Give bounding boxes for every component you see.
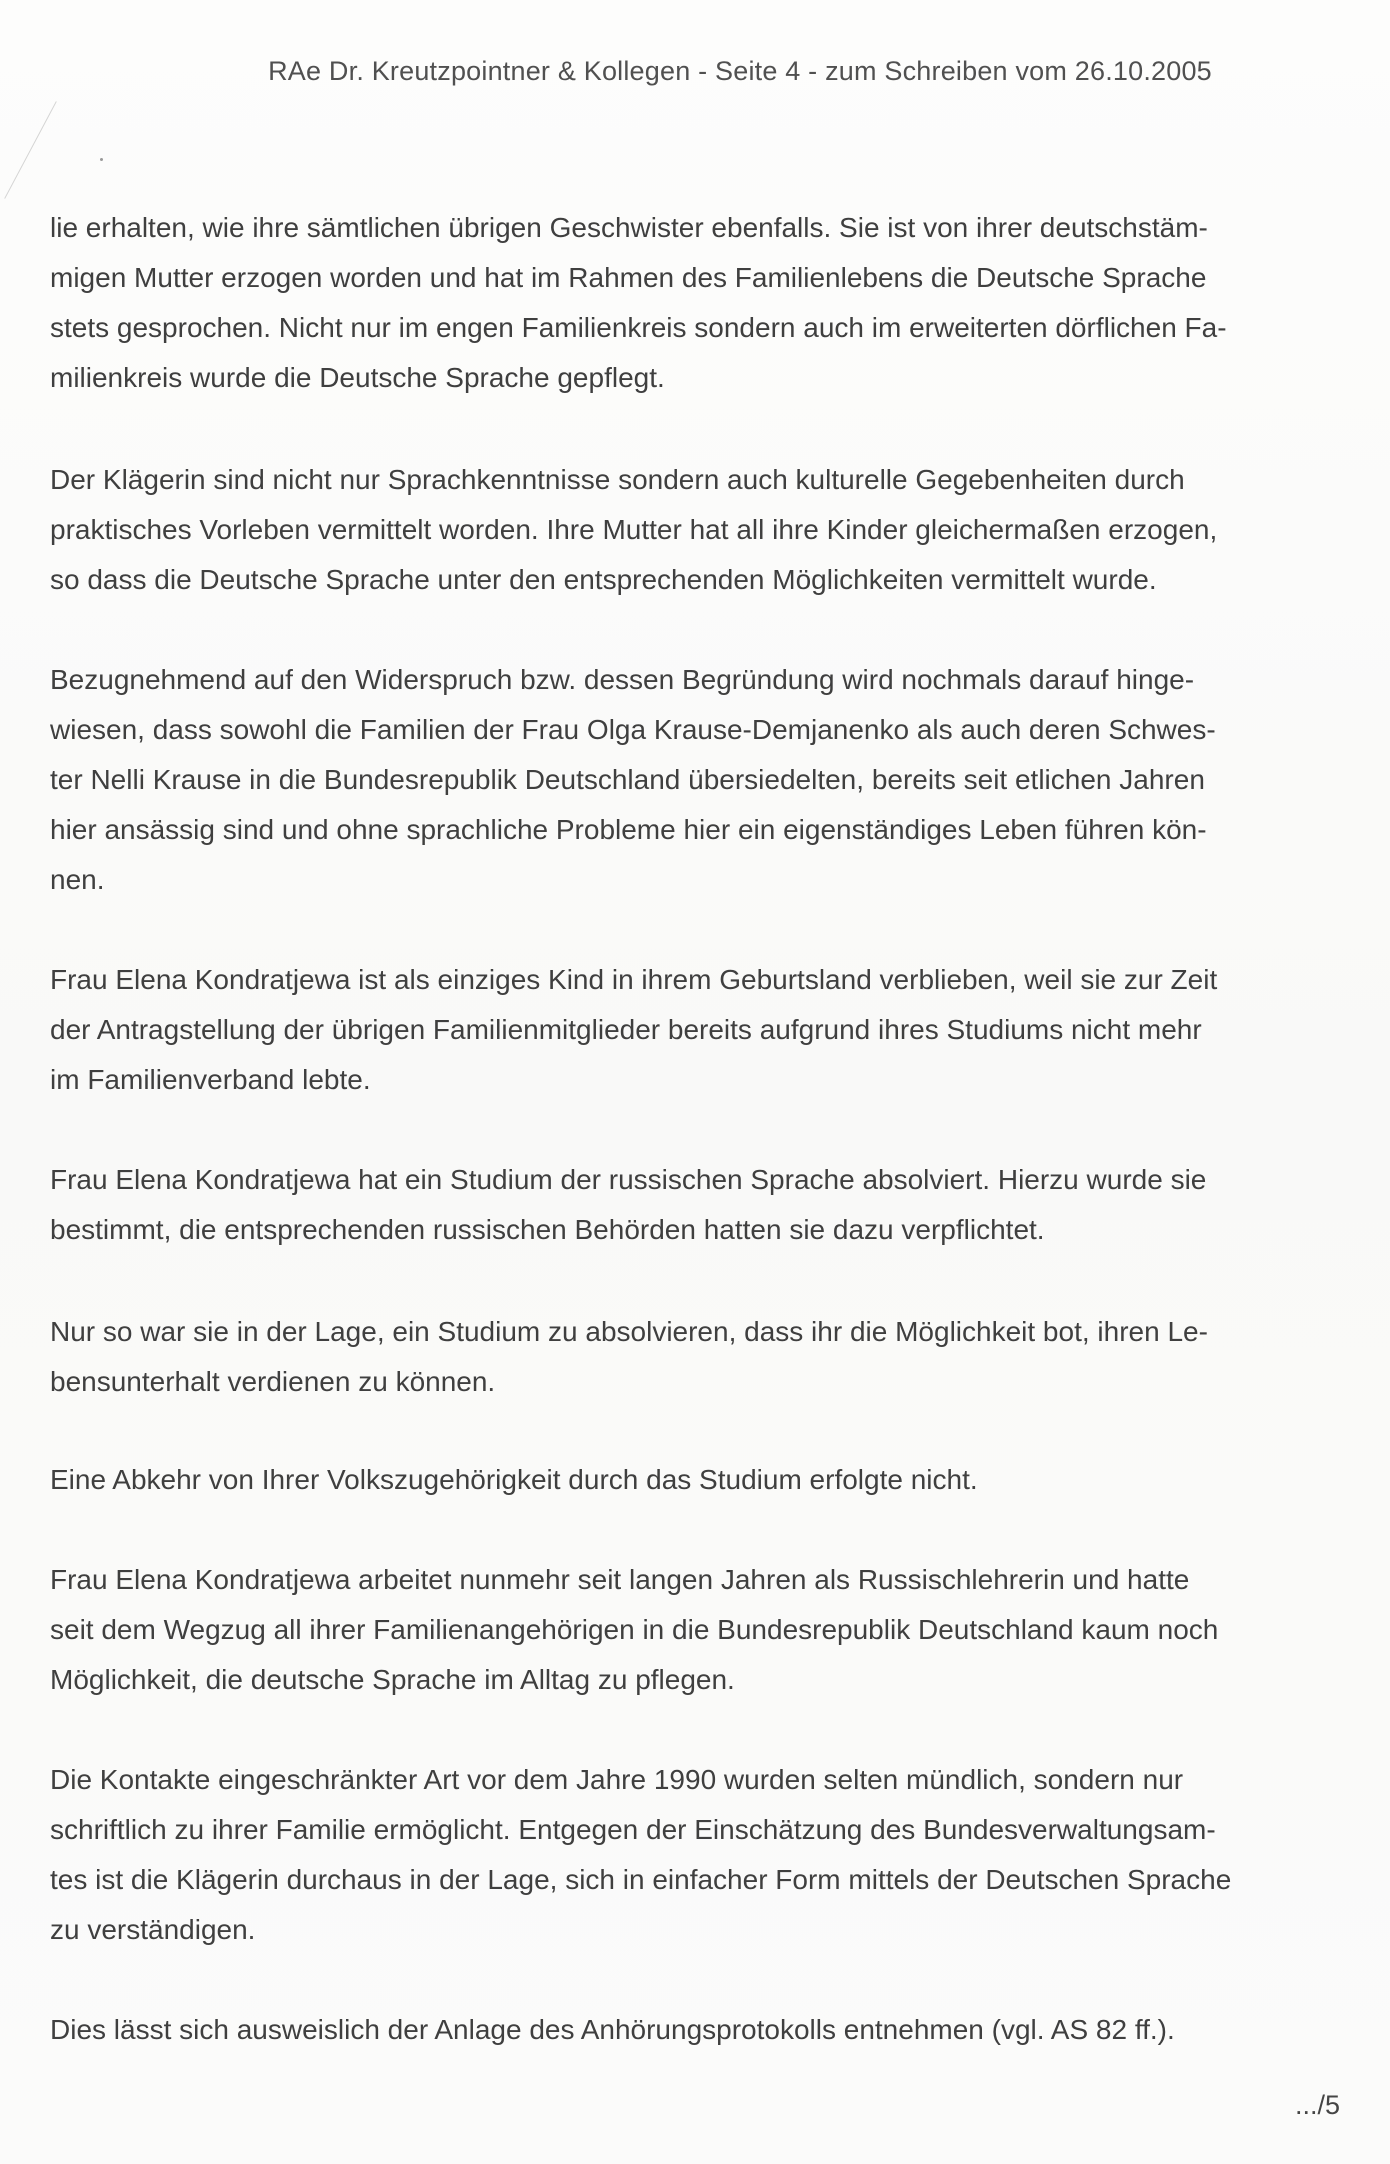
text-line: nen. (50, 864, 105, 895)
scan-artifact (4, 101, 57, 199)
text-line: ter Nelli Krause in die Bundesrepublik Deutschland übersiedelten, bereits seit etlichen Jahren (50, 764, 1205, 795)
text-line: Bezugnehmend auf den Widerspruch bzw. dessen Begründung wird nochmals darauf hinge- (50, 664, 1195, 695)
text-line: milienkreis wurde die Deutsche Sprache gepflegt. (50, 362, 665, 393)
text-line: Der Klägerin sind nicht nur Sprachkenntnisse sondern auch kulturelle Gegebenheiten durch (50, 464, 1185, 495)
text-line: schriftlich zu ihrer Familie ermöglicht. Entgegen der Einschätzung des Bundesverwaltungsam- (50, 1814, 1216, 1845)
paragraph-10 (50, 2005, 1350, 2055)
text-line: stets gesprochen. Nicht nur im engen Familienkreis sondern auch im erweiterten dörflichen Fa- (50, 312, 1227, 343)
paragraph-7 (50, 1455, 1350, 1505)
next-page-marker: .../5 (1294, 2090, 1340, 2120)
paragraph-1 (50, 203, 1350, 403)
text-line: hier ansässig sind und ohne sprachliche Probleme hier ein eigenständiges Leben führen kön- (50, 814, 1207, 845)
paragraph-9 (50, 1755, 1350, 1955)
text-line: seit dem Wegzug all ihrer Familienangehörigen in die Bundesrepublik Deutschland kaum noch (50, 1614, 1219, 1645)
text-line: Frau Elena Kondratjewa ist als einziges Kind in ihrem Geburtsland verblieben, weil sie zur Zeit (50, 964, 1218, 995)
text-line: migen Mutter erzogen worden und hat im Rahmen des Familienlebens die Deutsche Sprache (50, 262, 1207, 293)
text-line: Frau Elena Kondratjewa arbeitet nunmehr seit langen Jahren als Russischlehrerin und hatte (50, 1564, 1190, 1595)
paragraph-2 (50, 455, 1350, 605)
text-line: der Antragstellung der übrigen Familienmitglieder bereits aufgrund ihres Studiums nicht mehr (50, 1014, 1202, 1045)
paragraph-4 (50, 955, 1350, 1105)
text-line: Eine Abkehr von Ihrer Volkszugehörigkeit durch das Studium erfolgte nicht. (50, 1464, 978, 1495)
text-line: zu verständigen. (50, 1914, 256, 1945)
text-line: bensunterhalt verdienen zu können. (50, 1366, 496, 1397)
text-line: Frau Elena Kondratjewa hat ein Studium der russischen Sprache absolviert. Hierzu wurde sie (50, 1164, 1207, 1195)
page-header: RAe Dr. Kreutzpointner & Kollegen - Seite 4 - zum Schreiben vom 26.10.2005 (268, 56, 1212, 86)
text-line: Möglichkeit, die deutsche Sprache im Alltag zu pflegen. (50, 1664, 735, 1695)
paragraph-8 (50, 1555, 1350, 1705)
text-line: tes ist die Klägerin durchaus in der Lage, sich in einfacher Form mittels der Deutschen Sprache (50, 1864, 1232, 1895)
text-line: bestimmt, die entsprechenden russischen Behörden hatten sie dazu verpflichtet. (50, 1214, 1045, 1245)
text-line: wiesen, dass sowohl die Familien der Frau Olga Krause-Demjanenko als auch deren Schwes- (50, 714, 1216, 745)
text-line: Dies lässt sich ausweislich der Anlage des Anhörungsprotokolls entnehmen (vgl. AS 82 ff.). (50, 2014, 1175, 2045)
paragraph-5 (50, 1155, 1350, 1255)
paragraph-6 (50, 1307, 1350, 1407)
text-line: im Familienverband lebte. (50, 1064, 371, 1095)
text-line: so dass die Deutsche Sprache unter den entsprechenden Möglichkeiten vermittelt wurde. (50, 564, 1157, 595)
text-line: Die Kontakte eingeschränkter Art vor dem Jahre 1990 wurden selten mündlich, sondern nur (50, 1764, 1184, 1795)
paragraph-3 (50, 655, 1350, 905)
scan-artifact (100, 158, 103, 161)
text-line: Nur so war sie in der Lage, ein Studium zu absolvieren, dass ihr die Möglichkeit bot, ihren Le- (50, 1316, 1208, 1347)
text-line: praktisches Vorleben vermittelt worden. Ihre Mutter hat all ihre Kinder gleichermaßen erzogen, (50, 514, 1218, 545)
text-line: lie erhalten, wie ihre sämtlichen übrigen Geschwister ebenfalls. Sie ist von ihrer deutschstäm- (50, 212, 1208, 243)
